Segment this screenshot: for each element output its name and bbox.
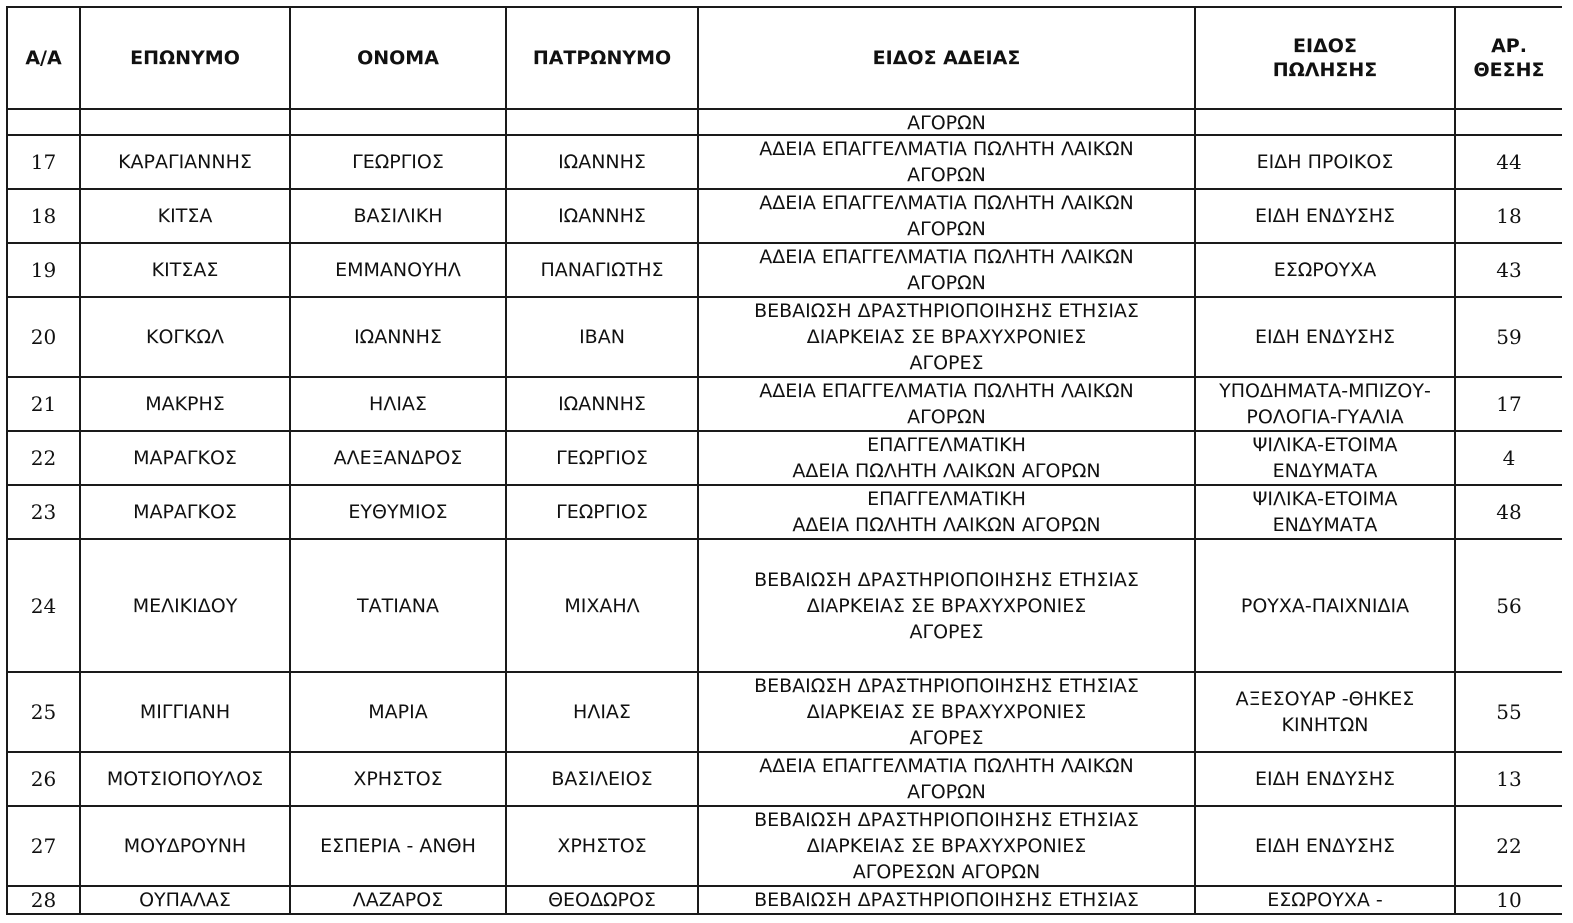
table-row bbox=[7, 539, 1562, 672]
cell-license bbox=[698, 189, 1195, 243]
cell-license-line: ΕΠΑΓΓΕΛΜΑΤΙΚΗ bbox=[867, 434, 1026, 456]
cell-surname: ΜΟΥΔΡΟΥΝΗ bbox=[80, 806, 290, 886]
cell-license-line: ΑΓΟΡΕΣΩΝ ΑΓΟΡΩΝ bbox=[852, 861, 1041, 883]
cell-license-line: ΒΕΒΑΙΩΣΗ ΔΡΑΣΤΗΡΙΟΠΟΙΗΣΗΣ ΕΤΗΣΙΑΣ bbox=[754, 300, 1139, 322]
cell-surname: ΜΕΛΙΚΙΔΟΥ bbox=[80, 539, 290, 672]
cell-surname: ΜΑΚΡΗΣ bbox=[80, 377, 290, 431]
cell-license-line: ΑΓΟΡΩΝ bbox=[907, 272, 986, 294]
cell-father: ΙΒΑΝ bbox=[506, 297, 698, 377]
cell-sale bbox=[1195, 806, 1455, 886]
cell-position: 55 bbox=[1455, 672, 1562, 752]
cell-father: ΓΕΩΡΓΙΟΣ bbox=[506, 485, 698, 539]
cell-sale bbox=[1195, 243, 1455, 297]
cell-empty bbox=[80, 109, 290, 135]
cell-position: 10 bbox=[1455, 886, 1562, 914]
table-row bbox=[7, 377, 1562, 431]
cell-empty bbox=[7, 109, 80, 135]
cell-name: ΗΛΙΑΣ bbox=[290, 377, 506, 431]
col-header-position-line2: ΘΕΣΗΣ bbox=[1473, 59, 1545, 81]
cell-position: 59 bbox=[1455, 297, 1562, 377]
cell-license-line: ΔΙΑΡΚΕΙΑΣ ΣΕ ΒΡΑΧΥΧΡΟΝΙΕΣ bbox=[806, 835, 1087, 857]
cell-sale-line: ΕΙΔΗ ΕΝΔΥΣΗΣ bbox=[1254, 205, 1396, 227]
cell-sale-line: ΨΙΛΙΚΑ-ΕΤΟΙΜΑ bbox=[1252, 488, 1398, 510]
cell-sale-line: ΚΙΝΗΤΩΝ bbox=[1281, 714, 1369, 736]
cell-sale bbox=[1195, 431, 1455, 485]
table-row bbox=[7, 806, 1562, 886]
cell-aa: 28 bbox=[7, 886, 80, 914]
table-row bbox=[7, 431, 1562, 485]
cell-surname: ΚΟΓΚΩΛ bbox=[80, 297, 290, 377]
cell-surname: ΚΑΡΑΓΙΑΝΝΗΣ bbox=[80, 135, 290, 189]
cell-aa: 21 bbox=[7, 377, 80, 431]
cell-position: 13 bbox=[1455, 752, 1562, 806]
cell-license-line: ΑΔΕΙΑ ΠΩΛΗΤΗ ΛΑΙΚΩΝ ΑΓΟΡΩΝ bbox=[792, 514, 1101, 536]
cell-license bbox=[698, 672, 1195, 752]
cell-sale-line: ΡΟΛΟΓΙΑ-ΓΥΑΛΙΑ bbox=[1246, 406, 1404, 428]
table-row bbox=[7, 243, 1562, 297]
cell-license-line: ΒΕΒΑΙΩΣΗ ΔΡΑΣΤΗΡΙΟΠΟΙΗΣΗΣ ΕΤΗΣΙΑΣ bbox=[754, 809, 1139, 831]
table-body bbox=[7, 109, 1562, 914]
cell-aa: 24 bbox=[7, 539, 80, 672]
cell-name: ΓΕΩΡΓΙΟΣ bbox=[290, 135, 506, 189]
cell-sale-line: ΕΙΔΗ ΕΝΔΥΣΗΣ bbox=[1254, 326, 1396, 348]
cell-name: ΕΜΜΑΝΟΥΗΛ bbox=[290, 243, 506, 297]
col-header-aa: Α/Α bbox=[7, 7, 80, 109]
cell-sale bbox=[1195, 752, 1455, 806]
cell-father: ΘΕΟΔΩΡΟΣ bbox=[506, 886, 698, 914]
cell-license-line: ΑΔΕΙΑ ΕΠΑΓΓΕΛΜΑΤΙΑ ΠΩΛΗΤΗ ΛΑΙΚΩΝ bbox=[759, 246, 1134, 268]
cell-sale bbox=[1195, 377, 1455, 431]
cell-sale bbox=[1195, 539, 1455, 672]
cell-license bbox=[698, 539, 1195, 672]
cell-aa: 25 bbox=[7, 672, 80, 752]
cell-position: 4 bbox=[1455, 431, 1562, 485]
cell-aa: 17 bbox=[7, 135, 80, 189]
cell-surname: ΟΥΠΑΛΑΣ bbox=[80, 886, 290, 914]
col-header-position bbox=[1455, 7, 1562, 109]
cell-name: ΕΥΘΥΜΙΟΣ bbox=[290, 485, 506, 539]
cell-position: 17 bbox=[1455, 377, 1562, 431]
table-row bbox=[7, 135, 1562, 189]
cell-license bbox=[698, 485, 1195, 539]
cell-empty bbox=[1455, 109, 1562, 135]
cell-surname: ΜΑΡΑΓΚΟΣ bbox=[80, 431, 290, 485]
cell-sale-line: ΥΠΟΔΗΜΑΤΑ-ΜΠΙΖΟΥ- bbox=[1219, 380, 1431, 402]
col-header-sale-line2: ΠΩΛΗΣΗΣ bbox=[1272, 59, 1378, 81]
cell-license-line: ΑΓΟΡΕΣ bbox=[909, 727, 984, 749]
cell-license-line: ΑΓΟΡΩΝ bbox=[907, 218, 986, 240]
cell-surname: ΜΟΤΣΙΟΠΟΥΛΟΣ bbox=[80, 752, 290, 806]
cell-father: ΙΩΑΝΝΗΣ bbox=[506, 135, 698, 189]
cell-aa: 27 bbox=[7, 806, 80, 886]
cell-sale-line: ΑΞΕΣΟΥΑΡ -ΘΗΚΕΣ bbox=[1235, 688, 1415, 710]
col-header-surname: ΕΠΩΝΥΜΟ bbox=[80, 7, 290, 109]
cell-position: 56 bbox=[1455, 539, 1562, 672]
cell-license-line: ΔΙΑΡΚΕΙΑΣ ΣΕ ΒΡΑΧΥΧΡΟΝΙΕΣ bbox=[806, 326, 1087, 348]
cell-father: ΙΩΑΝΝΗΣ bbox=[506, 377, 698, 431]
cell-license-line: ΑΔΕΙΑ ΕΠΑΓΓΕΛΜΑΤΙΑ ΠΩΛΗΤΗ ΛΑΙΚΩΝ bbox=[759, 192, 1134, 214]
cell-empty bbox=[290, 109, 506, 135]
cell-license-line: ΔΙΑΡΚΕΙΑΣ ΣΕ ΒΡΑΧΥΧΡΟΝΙΕΣ bbox=[806, 594, 1087, 617]
cell-license-line: ΒΕΒΑΙΩΣΗ ΔΡΑΣΤΗΡΙΟΠΟΙΗΣΗΣ ΕΤΗΣΙΑΣ bbox=[754, 675, 1139, 697]
table-row bbox=[7, 189, 1562, 243]
table-row bbox=[7, 886, 1562, 914]
cell-license bbox=[698, 806, 1195, 886]
cell-license-line: ΑΓΟΡΩΝ bbox=[907, 406, 986, 428]
cell-license-line: ΕΠΑΓΓΕΛΜΑΤΙΚΗ bbox=[867, 488, 1026, 510]
cell-position: 43 bbox=[1455, 243, 1562, 297]
cell-license-line: ΑΓΟΡΕΣ bbox=[909, 352, 984, 374]
cell-name: ΒΑΣΙΛΙΚΗ bbox=[290, 189, 506, 243]
cell-sale bbox=[1195, 485, 1455, 539]
col-header-sale bbox=[1195, 7, 1455, 109]
cell-father: ΙΩΑΝΝΗΣ bbox=[506, 189, 698, 243]
table-row bbox=[7, 672, 1562, 752]
cell-sale bbox=[1195, 886, 1455, 914]
cell-father: ΜΙΧΑΗΛ bbox=[506, 539, 698, 672]
cell-sale bbox=[1195, 189, 1455, 243]
cell-aa: 26 bbox=[7, 752, 80, 806]
cell-name: ΤΑΤΙΑΝΑ bbox=[290, 539, 506, 672]
cell-father: ΗΛΙΑΣ bbox=[506, 672, 698, 752]
cell-empty bbox=[1195, 109, 1455, 135]
col-header-position-line1: ΑΡ. bbox=[1491, 35, 1527, 57]
cell-aa: 23 bbox=[7, 485, 80, 539]
cell-position: 48 bbox=[1455, 485, 1562, 539]
cell-sale bbox=[1195, 135, 1455, 189]
cell-surname: ΚΙΤΣΑΣ bbox=[80, 243, 290, 297]
cell-license-line: ΑΓΟΡΩΝ bbox=[907, 164, 986, 186]
cell-surname: ΚΙΤΣΑ bbox=[80, 189, 290, 243]
vendor-roster-table bbox=[6, 6, 1562, 915]
cell-license-line: ΑΔΕΙΑ ΕΠΑΓΓΕΛΜΑΤΙΑ ΠΩΛΗΤΗ ΛΑΙΚΩΝ bbox=[759, 380, 1134, 402]
cell-license-line: ΑΔΕΙΑ ΕΠΑΓΓΕΛΜΑΤΙΑ ΠΩΛΗΤΗ ΛΑΙΚΩΝ bbox=[759, 138, 1134, 160]
cell-license bbox=[698, 377, 1195, 431]
table-row bbox=[7, 752, 1562, 806]
cell-sale-line: ΕΙΔΗ ΠΡΟΙΚΟΣ bbox=[1256, 151, 1394, 173]
cell-father: ΧΡΗΣΤΟΣ bbox=[506, 806, 698, 886]
cell-license-line: ΑΔΕΙΑ ΕΠΑΓΓΕΛΜΑΤΙΑ ΠΩΛΗΤΗ ΛΑΙΚΩΝ bbox=[759, 755, 1134, 777]
cell-aa: 20 bbox=[7, 297, 80, 377]
cell-sale bbox=[1195, 297, 1455, 377]
cell-name: ΧΡΗΣΤΟΣ bbox=[290, 752, 506, 806]
cell-license-tail: ΑΓΟΡΩΝ bbox=[698, 109, 1195, 135]
table-row bbox=[7, 297, 1562, 377]
cell-license-line: ΑΓΟΡΩΝ bbox=[907, 781, 986, 803]
col-header-sale-line1: ΕΙΔΟΣ bbox=[1293, 35, 1357, 57]
cell-sale-line: ΕΙΔΗ ΕΝΔΥΣΗΣ bbox=[1254, 835, 1396, 857]
cell-sale-line: ΕΙΔΗ ΕΝΔΥΣΗΣ bbox=[1254, 768, 1396, 790]
cell-license bbox=[698, 431, 1195, 485]
cell-license-line: ΒΕΒΑΙΩΣΗ ΔΡΑΣΤΗΡΙΟΠΟΙΗΣΗΣ ΕΤΗΣΙΑΣ bbox=[754, 568, 1139, 591]
cell-position: 44 bbox=[1455, 135, 1562, 189]
cell-sale-line: ΕΝΔΥΜΑΤΑ bbox=[1272, 514, 1378, 536]
cell-aa: 22 bbox=[7, 431, 80, 485]
cell-license bbox=[698, 297, 1195, 377]
cell-sale-line: ΕΣΩΡΟΥΧΑ - bbox=[1267, 889, 1383, 911]
cell-name: ΑΛΕΞΑΝΔΡΟΣ bbox=[290, 431, 506, 485]
cell-name: ΛΑΖΑΡΟΣ bbox=[290, 886, 506, 914]
cell-license-line: ΒΕΒΑΙΩΣΗ ΔΡΑΣΤΗΡΙΟΠΟΙΗΣΗΣ ΕΤΗΣΙΑΣ bbox=[754, 889, 1139, 911]
document-page bbox=[6, 6, 1562, 917]
cell-license-line: ΑΔΕΙΑ ΠΩΛΗΤΗ ΛΑΙΚΩΝ ΑΓΟΡΩΝ bbox=[792, 460, 1101, 482]
cell-aa: 19 bbox=[7, 243, 80, 297]
cell-name: ΕΣΠΕΡΙΑ - ΑΝΘΗ bbox=[290, 806, 506, 886]
table-row bbox=[7, 485, 1562, 539]
cell-license bbox=[698, 135, 1195, 189]
header-row bbox=[7, 7, 1562, 109]
col-header-father: ΠΑΤΡΩΝΥΜΟ bbox=[506, 7, 698, 109]
cell-sale-line: ΡΟΥΧΑ-ΠΑΙΧΝΙΔΙΑ bbox=[1240, 594, 1410, 617]
cell-license-line: ΑΓΟΡΕΣ bbox=[909, 620, 984, 643]
cell-father: ΒΑΣΙΛΕΙΟΣ bbox=[506, 752, 698, 806]
cell-license-line: ΔΙΑΡΚΕΙΑΣ ΣΕ ΒΡΑΧΥΧΡΟΝΙΕΣ bbox=[806, 701, 1087, 723]
col-header-license: ΕΙΔΟΣ ΑΔΕΙΑΣ bbox=[698, 7, 1195, 109]
cell-surname: ΜΑΡΑΓΚΟΣ bbox=[80, 485, 290, 539]
cell-position: 18 bbox=[1455, 189, 1562, 243]
cell-name: ΙΩΑΝΝΗΣ bbox=[290, 297, 506, 377]
cell-father: ΓΕΩΡΓΙΟΣ bbox=[506, 431, 698, 485]
cell-position: 22 bbox=[1455, 806, 1562, 886]
cell-empty bbox=[506, 109, 698, 135]
cell-license bbox=[698, 886, 1195, 914]
col-header-name: ΟΝΟΜΑ bbox=[290, 7, 506, 109]
cell-license bbox=[698, 243, 1195, 297]
cell-sale-line: ΨΙΛΙΚΑ-ΕΤΟΙΜΑ bbox=[1252, 434, 1398, 456]
cell-license bbox=[698, 752, 1195, 806]
cell-aa: 18 bbox=[7, 189, 80, 243]
cell-surname: ΜΙΓΓΙΑΝΗ bbox=[80, 672, 290, 752]
cell-sale-line: ΕΣΩΡΟΥΧΑ bbox=[1273, 259, 1377, 281]
cell-sale-line: ΕΝΔΥΜΑΤΑ bbox=[1272, 460, 1378, 482]
cell-sale bbox=[1195, 672, 1455, 752]
continuation-row bbox=[7, 109, 1562, 135]
cell-father: ΠΑΝΑΓΙΩΤΗΣ bbox=[506, 243, 698, 297]
cell-name: ΜΑΡΙΑ bbox=[290, 672, 506, 752]
